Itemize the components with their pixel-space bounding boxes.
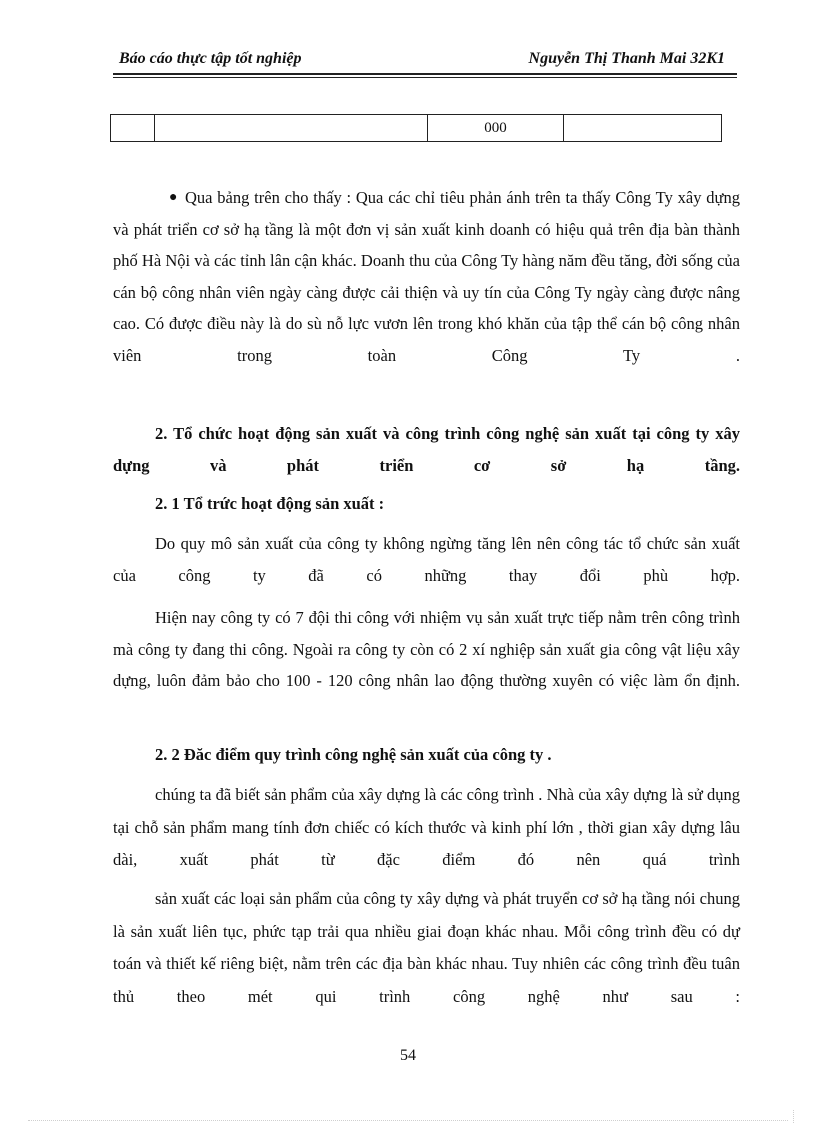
author-name: Nguyễn Thị Thanh Mai 32K1 [528,50,725,67]
table-cell [564,115,722,142]
table-fragment [110,114,722,142]
page-number: 54 [400,1047,416,1064]
table-row [111,115,722,142]
section-heading-2: 2. Tổ chức hoạt động sản xuất và công trình công nghệ sản xuất tại công ty xây dựng và phát triển cơ sở hạ tầng. [113,424,740,475]
subsection-heading-2-1: 2. 1 Tổ trức hoạt động sản xuất : [155,494,385,513]
page-corner-border [793,1110,794,1123]
header-rule-thick [113,73,737,75]
paragraph-process: sản xuất các loại sản phẩm của công ty xây dựng và phát truyển cơ sở hạ tầng nói chung là sản xuất liên tục, phức tạp trải qua nhiều giai đoạn khác nhau. Mỗi công trình đều có dự toán và thiết kế riêng biệt, nằm trên các địa bàn khác nhau. Tuy nhiên các công trình đều tuân thủ theo mét qui trình công nghệ như sau : [113,889,740,1006]
paragraph-teams: Hiện nay công ty có 7 đội thi công với nhiệm vụ sản xuất trực tiếp nằm trên công trình mà công ty đang thi công. Ngoài ra công ty còn có 2 xí nghiệp sản xuất gia công vật liệu xây dựng, luôn đảm bảo cho 100 - 120 công nhân lao động thường xuyên có việc làm ổn định. [113,608,740,690]
page-bottom-border [28,1120,788,1121]
paragraph-summary: Qua bảng trên cho thấy : Qua các chỉ tiêu phản ánh trên ta thấy Công Ty xây dựng và phát triển cơ sở hạ tầng là một đơn vị sản xuất kinh doanh có hiệu quả trên địa bàn thành phố Hà Nội và các tỉnh lân cận khác. Doanh thu của Công Ty hàng năm đều tăng, đời sống của cán bộ công nhân viên ngày càng được cải thiện và uy tín của Công Ty ngày càng được nâng cao. Có được điều này là do sù nỗ lực vươn lên trong khó khăn của tập thể cán bộ công nhân viên trong toàn Công Ty . [113,188,740,365]
bullet-icon: ● [169,190,178,205]
subsection-heading-2-2: 2. 2 Đăc điểm quy trình công nghệ sản xuất của công ty . [155,745,552,764]
table-cell [111,115,155,142]
paragraph-production-scale: Do quy mô sản xuất của công ty không ngừng tăng lên nên công tác tổ chức sản xuất của công ty đã có những thay đổi phù hợp. [113,534,740,585]
table-cell: 000 [428,115,564,142]
page-header [113,48,737,72]
paragraph-products: chúng ta đã biết sản phẩm của xây dựng là các công trình . Nhà của xây dựng là sử dụng tại chỗ sản phẩm mang tính đơn chiếc có kích thước và kinh phí lớn , thời gian xây dựng lâu dài, xuất phát từ đặc điểm đó nên quá trình [113,785,740,869]
report-title: Báo cáo thực tập tốt nghiệp [119,50,302,67]
table-cell [155,115,428,142]
header-rule-thin [113,77,737,78]
